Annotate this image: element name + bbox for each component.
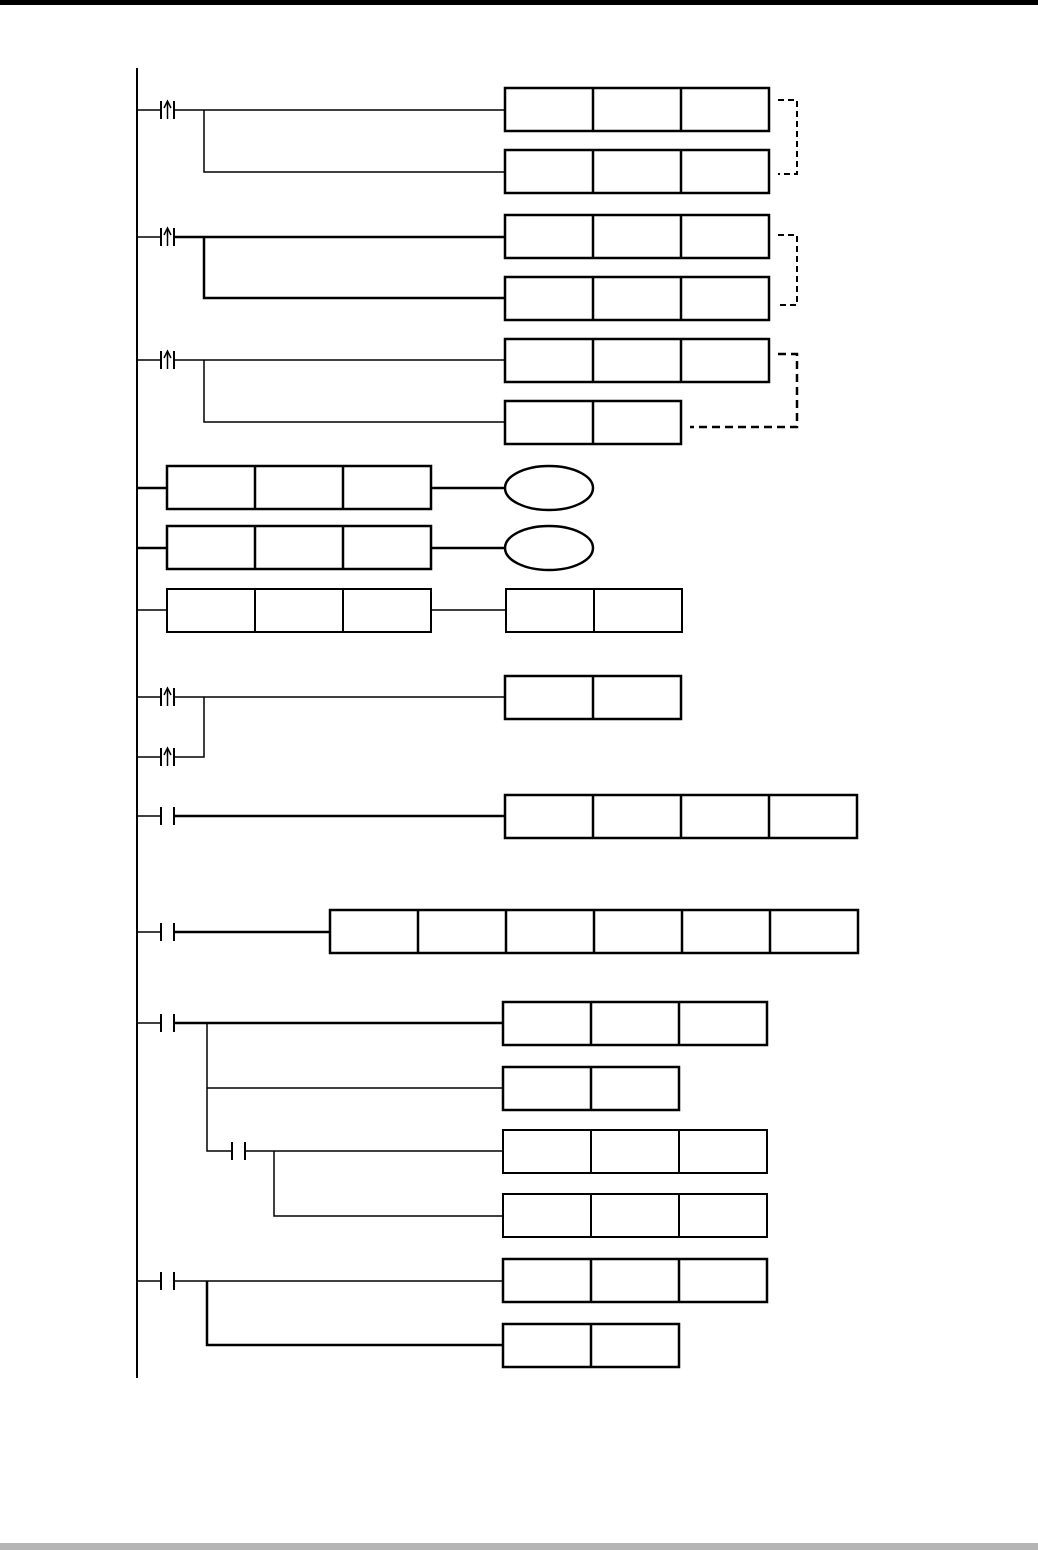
rung-10-branch: [207, 1023, 232, 1151]
instruction-block: [503, 1002, 767, 1045]
page-footer-rule: [0, 1543, 1038, 1550]
output-coil: [505, 526, 593, 570]
output-coil: [505, 466, 593, 510]
dashed-bracket: [690, 354, 797, 427]
instruction-block: [505, 339, 769, 382]
instruction-block: [505, 88, 769, 131]
instruction-block: [167, 526, 431, 569]
instruction-block: [503, 1194, 767, 1237]
rung-7-parallel-join: [174, 697, 204, 757]
rung-10-sub-branch: [274, 1151, 503, 1216]
instruction-block: [503, 1130, 767, 1173]
instruction-block: [505, 215, 769, 258]
instruction-block: [505, 277, 769, 320]
dashed-bracket: [778, 235, 797, 305]
rung-1-branch: [204, 110, 505, 172]
rung-2-branch: [204, 237, 505, 298]
instruction-block: [505, 150, 769, 193]
instruction-block: [167, 466, 431, 509]
instruction-block: [503, 1259, 767, 1302]
instruction-block: [167, 589, 431, 632]
rung-3-branch: [204, 360, 505, 422]
dashed-bracket: [778, 100, 797, 174]
rung-11-branch: [207, 1281, 503, 1345]
